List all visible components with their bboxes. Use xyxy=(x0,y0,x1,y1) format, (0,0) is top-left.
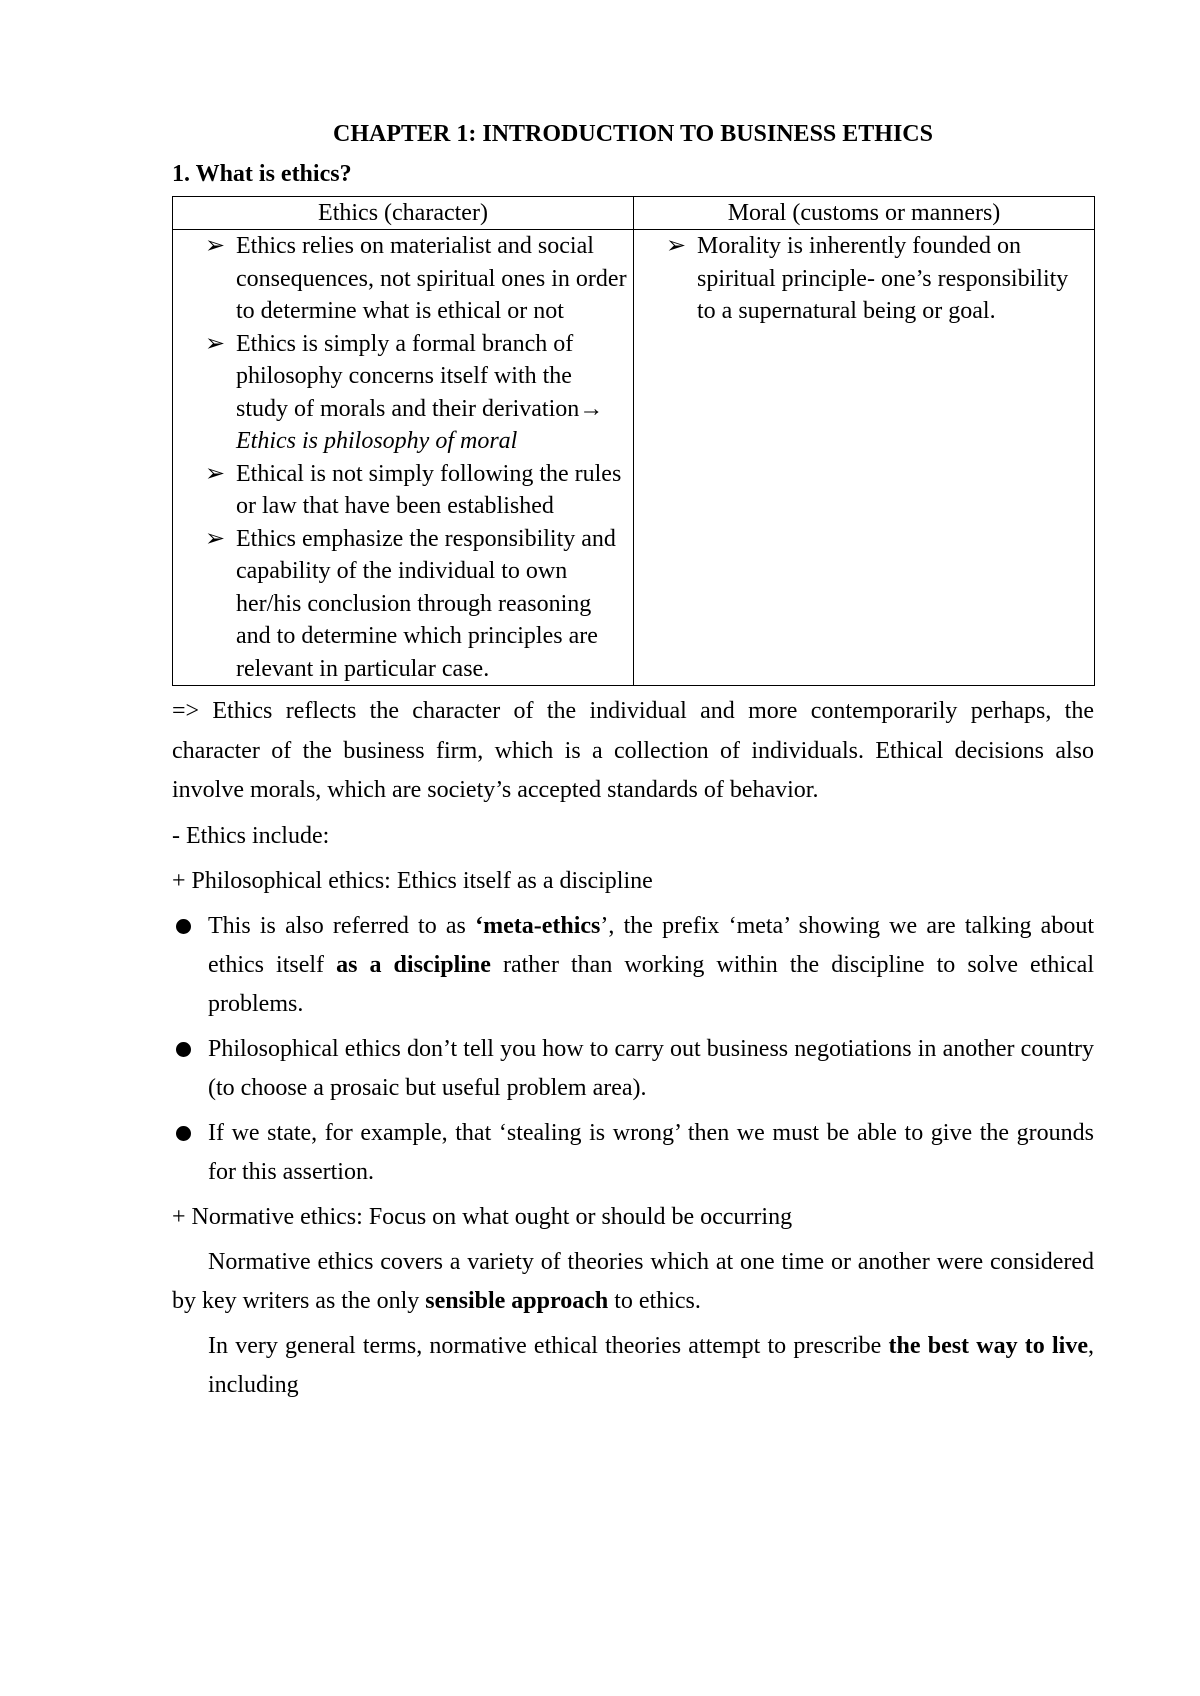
bullet-item xyxy=(172,1114,1094,1192)
paragraph-text: , including xyxy=(208,1332,1094,1398)
paragraph-text: Normative ethics covers a variety of theories which at one time or another were considered by key writers as the only xyxy=(172,1248,1094,1314)
arrow-bullet-icon: ➢ xyxy=(205,233,226,259)
ethics-cell xyxy=(173,230,634,686)
ethics-item xyxy=(179,328,627,458)
ethics-moral-table xyxy=(172,196,1095,686)
ethics-item-text: Ethics is simply a formal branch of philosophy concerns itself with the study of morals and their derivation xyxy=(236,330,580,422)
moral-item-text: Morality is inherently founded on spiritual principle- one’s responsibility to a supernatural being or goal. xyxy=(697,233,1069,324)
bullet-item xyxy=(172,907,1094,1024)
bullet-bold-term: as a discipline xyxy=(336,951,491,978)
ethics-item-text: Ethics emphasize the responsibility and capability of the individual to own her/his conclusion through reasoning and to determine which principles are relevant in particular case. xyxy=(236,525,616,682)
ethics-definition-italic: Ethics is philosophy of moral xyxy=(236,428,518,454)
general-terms-paragraph xyxy=(172,1327,1094,1405)
bullet-dot-icon xyxy=(176,919,191,934)
table-header-ethics: Ethics (character) xyxy=(173,197,634,230)
table-header-moral: Moral (customs or manners) xyxy=(634,197,1095,230)
moral-list xyxy=(640,230,1088,328)
bullet-text: If we state, for example, that ‘stealing is wrong’ then we must be able to give the grounds for this assertion. xyxy=(208,1119,1094,1185)
bullet-text: Philosophical ethics don’t tell you how to carry out business negotiations in another country (to choose a prosaic but useful problem area). xyxy=(208,1035,1094,1101)
bullet-text: This is also referred to as xyxy=(208,912,476,939)
philosophical-bullets xyxy=(172,907,1094,1192)
normative-ethics-heading: + Normative ethics: Focus on what ought or should be occurring xyxy=(172,1203,793,1230)
paragraph-text: to ethics. xyxy=(608,1287,701,1314)
right-arrow-icon: → xyxy=(579,395,604,422)
philosophical-ethics-heading: + Philosophical ethics: Ethics itself as a discipline xyxy=(172,867,653,894)
summary-paragraph: => Ethics reflects the character of the individual and more contemporarily perhaps, the character of the business firm, which is a collection of individuals. Ethical decisions also involve morals, which are society’s accepted standards of behavior. xyxy=(172,698,1094,803)
ethics-list xyxy=(179,230,627,685)
moral-cell xyxy=(634,230,1095,686)
section-heading: 1. What is ethics? xyxy=(172,161,352,187)
ethics-item-text: Ethics relies on materialist and social consequences, not spiritual ones in order to determine what is ethical or not xyxy=(236,233,627,324)
arrow-bullet-icon: ➢ xyxy=(205,460,226,487)
arrow-bullet-icon: ➢ xyxy=(666,233,687,259)
bullet-item xyxy=(172,1030,1094,1108)
arrow-bullet-icon: ➢ xyxy=(205,525,226,552)
bullet-dot-icon xyxy=(176,1126,191,1141)
bullet-text: ’, the prefix ‘meta’ showing we are talking about ethics itself xyxy=(208,912,1094,978)
ethics-item xyxy=(179,523,627,686)
document-page xyxy=(172,118,1094,1405)
moral-item xyxy=(640,230,1088,328)
normative-paragraph xyxy=(172,1243,1094,1321)
bullet-text: rather than working within the discipline to solve ethical problems. xyxy=(208,951,1095,1017)
bullet-bold-term: ‘meta-ethics xyxy=(475,912,601,939)
chapter-title: CHAPTER 1: INTRODUCTION TO BUSINESS ETHICS xyxy=(333,121,933,147)
bullet-dot-icon xyxy=(176,1042,191,1057)
ethics-item xyxy=(179,230,627,328)
ethics-include-line: - Ethics include: xyxy=(172,822,330,849)
paragraph-bold-term: the best way to live xyxy=(888,1332,1088,1359)
ethics-item-text: Ethical is not simply following the rules or law that have been established xyxy=(236,460,622,519)
arrow-bullet-icon: ➢ xyxy=(205,330,226,357)
paragraph-text: In very general terms, normative ethical theories attempt to prescribe xyxy=(208,1332,889,1359)
paragraph-bold-term: sensible approach xyxy=(425,1287,609,1314)
ethics-item xyxy=(179,458,627,523)
